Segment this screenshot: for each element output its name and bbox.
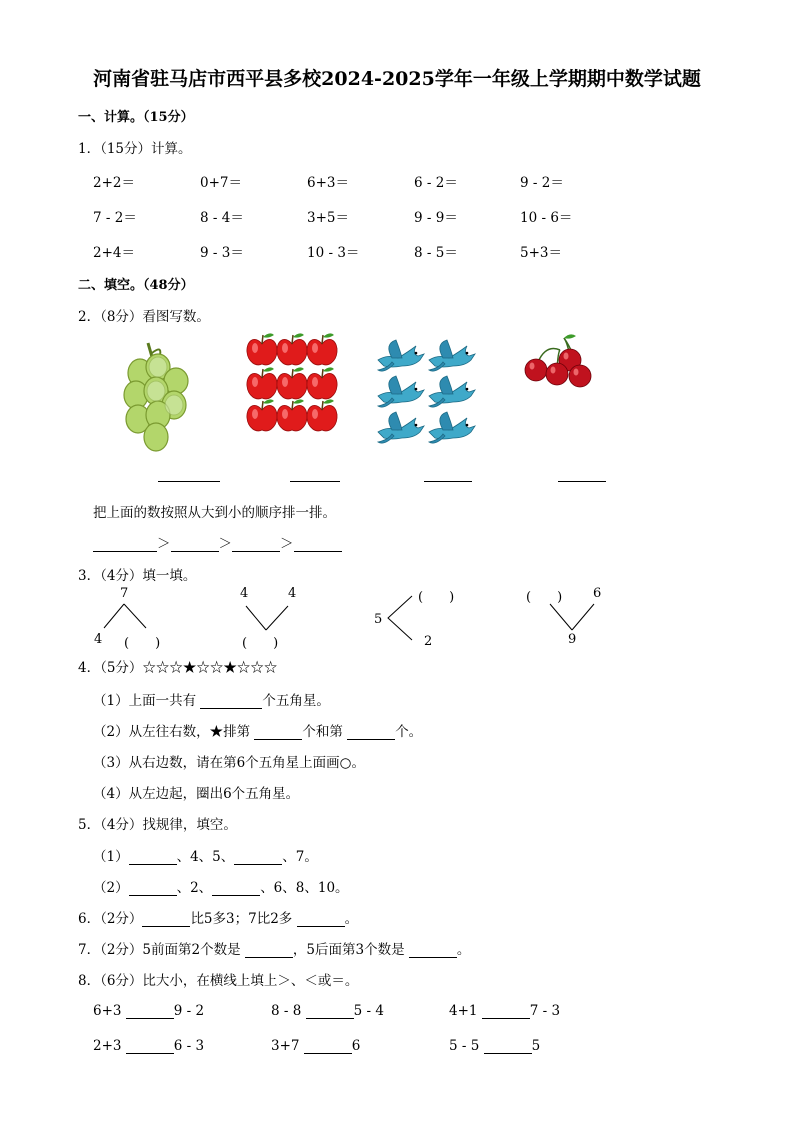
q6 [78,907,358,927]
answer-blank[interactable] [171,537,219,552]
compare-item [449,1038,540,1054]
q5-text: （1） [93,849,129,865]
q6-text: 6．（2分） [78,911,143,927]
bond-blank[interactable]: ( ) [526,590,563,605]
cherries-icon [520,330,598,394]
grapes-icon [118,335,198,453]
bond-top-right: 4 [288,586,297,601]
q5-line-1 [93,845,318,865]
calc-item: 9 - 2＝ [520,175,564,191]
answer-blank[interactable] [129,850,177,865]
gt-sign: ＞ [280,536,294,552]
expr-right: 7 - 3 [529,1003,561,1019]
q4-text: 个。 [395,724,423,740]
answer-blank[interactable] [212,881,260,896]
expr-right: 9 - 2 [173,1003,205,1019]
bond-blank[interactable]: ( ) [242,636,279,651]
bond-bottom: 2 [424,634,433,649]
calc-item: 9 - 3＝ [200,245,244,261]
answer-blank[interactable] [409,943,457,958]
expr-left: 5 - 5 [449,1038,480,1054]
bond-left: 5 [374,612,383,627]
answer-blank[interactable] [304,1039,352,1054]
q7-text: 7．（2分）5前面第2个数是 [78,942,245,958]
answer-blank[interactable] [558,467,606,482]
q6-text: 比5多3；7比2多 [190,911,297,927]
answer-blank[interactable] [306,1004,354,1019]
compare-item [271,1038,360,1054]
q2-prompt: 2．（8分）看图写数。 [78,309,210,325]
q4-prompt [78,656,277,676]
calc-item: 10 - 6＝ [520,210,573,226]
q2-order-line [93,532,342,552]
answer-blank[interactable] [254,725,302,740]
calc-item: 2+2＝ [93,175,135,191]
answer-blank[interactable] [158,467,220,482]
answer-blank[interactable] [126,1039,174,1054]
answer-blank[interactable] [484,1039,532,1054]
answer-blank[interactable] [290,467,340,482]
apples-icon [245,332,340,434]
compare-item [449,1003,560,1019]
section-heading-2: 二、填空。（48分） [78,278,194,293]
number-bond-lines [546,602,606,634]
expr-right: 6 [351,1038,361,1054]
calc-item: 6 - 2＝ [414,175,458,191]
q4-item-3: （3）从右边数，请在第6个五角星上面画○。 [93,755,365,771]
compare-item [271,1003,384,1019]
q5-text: 、4、5、 [176,849,235,865]
expr-left: 4+1 [449,1003,478,1019]
gt-sign: ＞ [218,536,232,552]
q5-prompt: 5．（4分）找规律，填空。 [78,817,237,833]
bond-blank[interactable]: ( ) [418,590,455,605]
bond-blank[interactable]: ( ) [124,636,161,651]
q4-text: （1）上面一共有 [93,693,201,709]
compare-item [93,1038,204,1054]
number-bond-lines [240,600,310,634]
q1-prompt: 1．（15分）计算。 [78,141,192,157]
gt-sign: ＞ [157,536,171,552]
calc-item: 6+3＝ [307,175,349,191]
compare-item [93,1003,204,1019]
answer-blank[interactable] [245,943,293,958]
q5-text: 、2、 [176,880,213,896]
q4-text: 个五角星。 [262,693,330,709]
answer-blank[interactable] [129,881,177,896]
answer-blank[interactable] [297,912,345,927]
answer-blank[interactable] [232,537,280,552]
expr-left: 6+3 [93,1003,122,1019]
answer-blank[interactable] [234,850,282,865]
calc-item: 10 - 3＝ [307,245,360,261]
answer-blank[interactable] [294,537,342,552]
page-title: 河南省驻马店市西平县多校2024-2025学年一年级上学期期中数学试题 [93,68,701,90]
q4-item-4: （4）从左边起，圈出6个五角星。 [93,786,300,802]
calc-item: 2+4＝ [93,245,135,261]
expr-right: 5 - 4 [353,1003,384,1019]
answer-blank[interactable] [142,912,190,927]
answer-blank[interactable] [126,1004,174,1019]
expr-left: 2+3 [93,1038,122,1054]
calc-item: 0+7＝ [200,175,242,191]
q4-item-2 [93,720,422,740]
q5-text: （2） [93,880,129,896]
expr-right: 5 [531,1038,541,1054]
answer-blank[interactable] [93,537,157,552]
q4-text: （2）从左往右数，★排第 [93,724,255,740]
calc-item: 8 - 5＝ [414,245,458,261]
q5-text: 、6、8、10。 [260,880,349,896]
q4-item-1 [93,689,330,709]
q4-text: 个和第 [302,724,348,740]
section-heading-1: 一、计算。（15分） [78,110,194,125]
q7 [78,938,470,958]
calc-item: 8 - 4＝ [200,210,244,226]
star-row: ☆☆☆★☆☆★☆☆☆ [142,660,278,676]
answer-blank[interactable] [347,725,395,740]
calc-item: 5+3＝ [520,245,562,261]
calc-item: 7 - 2＝ [93,210,137,226]
q4-label: 4．（5分） [78,660,143,676]
q5-line-2 [93,876,349,896]
bond-top-right: 6 [593,586,602,601]
expr-left: 3+7 [271,1038,300,1054]
calc-item: 3+5＝ [307,210,349,226]
birds-icon [374,338,478,450]
expr-left: 8 - 8 [271,1003,302,1019]
expr-right: 6 - 3 [173,1038,205,1054]
bond-top: 7 [120,586,129,601]
q7-text: ，5后面第3个数是 [292,942,409,958]
q6-text: 。 [344,911,359,927]
bond-top-left: 4 [240,586,249,601]
q2-order-instruction: 把上面的数按照从大到小的顺序排一排。 [93,505,336,521]
q5-text: 、7。 [282,849,318,865]
answer-blank[interactable] [200,694,262,709]
bond-left: 4 [94,632,103,647]
q7-text: 。 [456,942,471,958]
q8-prompt: 8．（6分）比大小，在横线上填上＞、＜或＝。 [78,973,359,989]
answer-blank[interactable] [482,1004,530,1019]
bond-bottom: 9 [568,632,577,647]
calc-item: 9 - 9＝ [414,210,458,226]
q3-prompt: 3．（4分）填一填。 [78,568,197,584]
answer-blank[interactable] [424,467,472,482]
